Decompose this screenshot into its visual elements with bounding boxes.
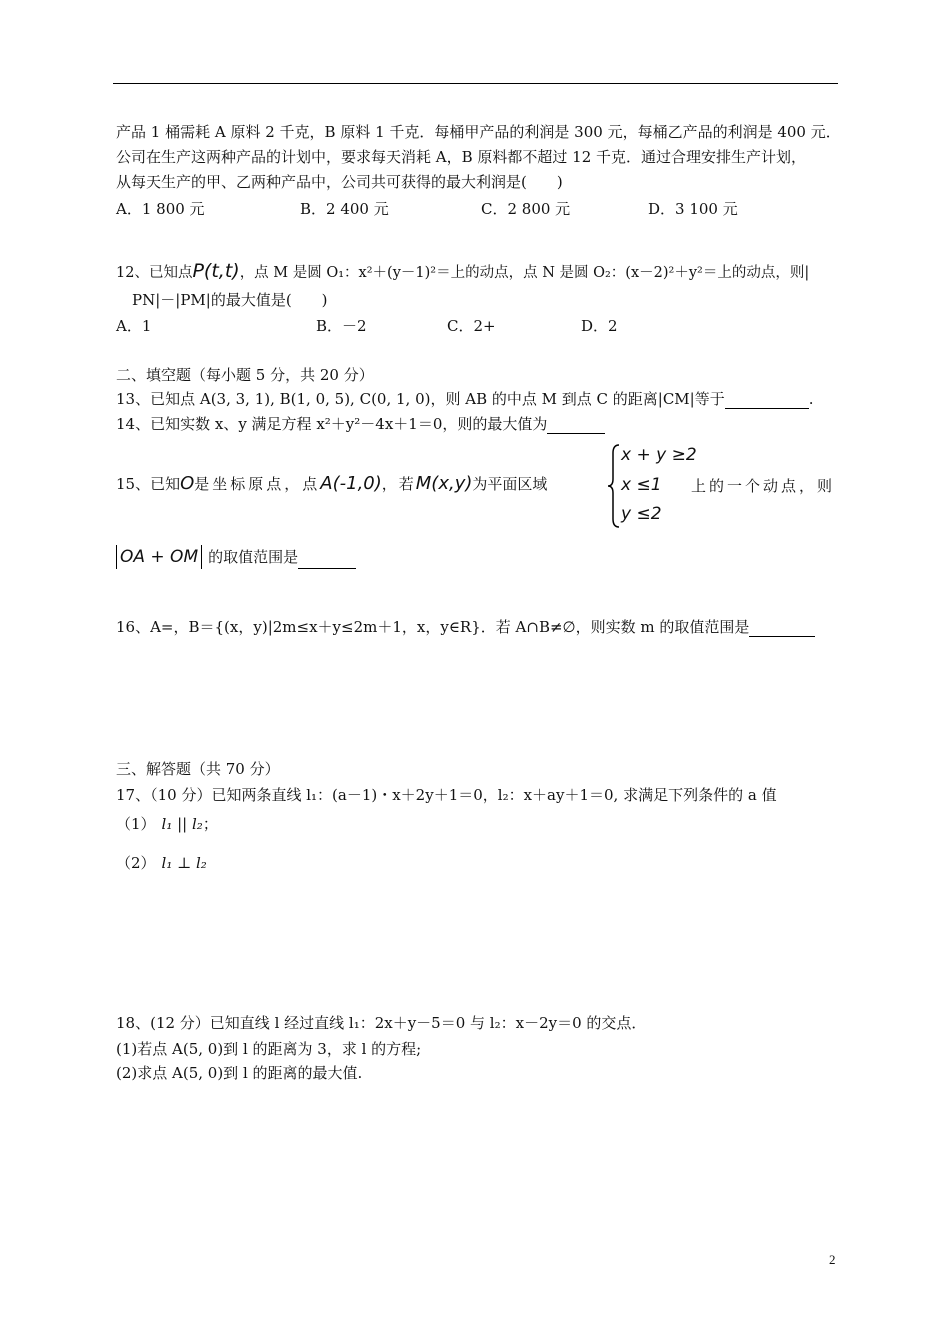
q12-option-b: B．－2 xyxy=(316,317,367,335)
q17-part-1-expr: l₁ || l₂ xyxy=(161,815,203,833)
q12-prefix: 12、已知点 xyxy=(116,265,193,281)
q15-abs-expression: OA + OM xyxy=(116,545,202,569)
q12-line-1 xyxy=(116,261,809,283)
q15-point-a: A(-1,0) xyxy=(320,473,382,494)
q11-option-c: C．2 800 元 xyxy=(481,200,571,218)
q11-line-3: 从每天生产的甲、乙两种产品中，公司共可获得的最大利润是( ) xyxy=(116,173,563,191)
q15-pre-4: 为平面区域 xyxy=(472,475,548,493)
q18-part-1: (1)若点 A(5, 0)到 l 的距离为 3，求 l 的方程; xyxy=(116,1040,422,1058)
page-number: 2 xyxy=(829,1252,836,1267)
q12-option-d: D．2 xyxy=(581,317,618,335)
q13-answer-blank[interactable] xyxy=(725,392,809,409)
q15-pre-3: ，若 xyxy=(381,475,416,493)
q12-line-2: PN|－|PM|的最大值是( ) xyxy=(132,291,328,309)
q14-text: 14、已知实数 x、y 满足方程 x²＋y²－4x＋1＝0，则的最大值为 xyxy=(116,415,548,433)
q15-inequality-3: y ≤2 xyxy=(621,504,662,524)
q17-stem: 17、（10 分）已知两条直线 l₁：(a－1)・x＋2y＋1＝0，l₂：x＋ay＋1＝0, 求满足下列条件的 a 值 xyxy=(116,786,777,804)
q16 xyxy=(116,617,815,637)
q17-part-2-label: （2） xyxy=(116,854,156,872)
q12-point-p: P(t,t) xyxy=(192,260,240,282)
q14-answer-blank[interactable] xyxy=(547,417,605,434)
q14 xyxy=(116,414,605,434)
q15-inequality-2: x ≤1 xyxy=(621,475,662,495)
q16-answer-blank[interactable] xyxy=(749,620,815,637)
q11-option-a: A．1 800 元 xyxy=(116,200,205,218)
q12-option-a: A．1 xyxy=(116,317,152,335)
q18-part-2: (2)求点 A(5, 0)到 l 的距离的最大值. xyxy=(116,1064,363,1082)
q12-option-c: C．2+ xyxy=(447,317,496,335)
q17-part-2-expr: l₁ ⊥ l₂ xyxy=(161,854,207,872)
q11-option-b: B．2 400 元 xyxy=(300,200,389,218)
q15-point-m: M(x,y) xyxy=(415,473,473,494)
section-3-heading: 三、解答题（共 70 分） xyxy=(116,760,280,778)
q13-end: . xyxy=(808,390,814,408)
q17-part-1-end: ； xyxy=(202,815,218,833)
q15-pre-2: 是坐标原点，点 xyxy=(194,475,321,493)
q15-answer-blank[interactable] xyxy=(298,552,356,569)
q15-origin-o: O xyxy=(180,473,195,494)
q16-text: 16、A=，B＝{(x，y)|2m≤x＋y≤2m＋1，x，y∈R}．若 A∩B≠∅，则实数 m 的取值范围是 xyxy=(116,618,750,636)
q15-range-text: 的取值范围是 xyxy=(208,548,299,566)
q15-inequality-system xyxy=(607,443,702,529)
q17-part-1-label: （1） xyxy=(116,815,156,833)
header-rule xyxy=(113,83,838,84)
q13-text: 13、已知点 A(3, 3, 1), B(1, 0, 5), C(0, 1, 0)，则 AB 的中点 M 到点 C 的距离|CM|等于 xyxy=(116,390,725,408)
q11-line-2: 公司在生产这两种产品的计划中，要求每天消耗 A，B 原料都不超过 12 千克．通过合理安排生产计划， xyxy=(116,148,807,166)
q15-inequality-1: x + y ≥2 xyxy=(621,445,697,465)
q13 xyxy=(116,389,814,409)
q15-line-1 xyxy=(116,474,547,494)
section-2-heading: 二、填空题（每小题 5 分，共 20 分） xyxy=(116,366,374,384)
q12-rest: ，点 M 是圆 O₁：x²＋(y－1)²＝上的动点，点 N 是圆 O₂：(x－2)²＋y²＝上的动点，则| xyxy=(239,265,810,281)
q17-part-1 xyxy=(116,814,218,834)
q17-part-2 xyxy=(116,853,207,873)
left-brace-icon xyxy=(607,443,621,529)
q15-line-2 xyxy=(116,545,356,569)
q15-pre-1: 15、已知 xyxy=(116,475,181,493)
q11-line-1: 产品 1 桶需耗 A 原料 2 千克，B 原料 1 千克．每桶甲产品的利润是 300 元，每桶乙产品的利润是 400 元． xyxy=(116,123,841,141)
q18-stem: 18、(12 分）已知直线 l 经过直线 l₁：2x＋y－5＝0 与 l₂：x－2y＝0 的交点． xyxy=(116,1014,647,1032)
q11-option-d: D．3 100 元 xyxy=(648,200,738,218)
q15-post: 上的一个动点，则 xyxy=(691,477,836,495)
